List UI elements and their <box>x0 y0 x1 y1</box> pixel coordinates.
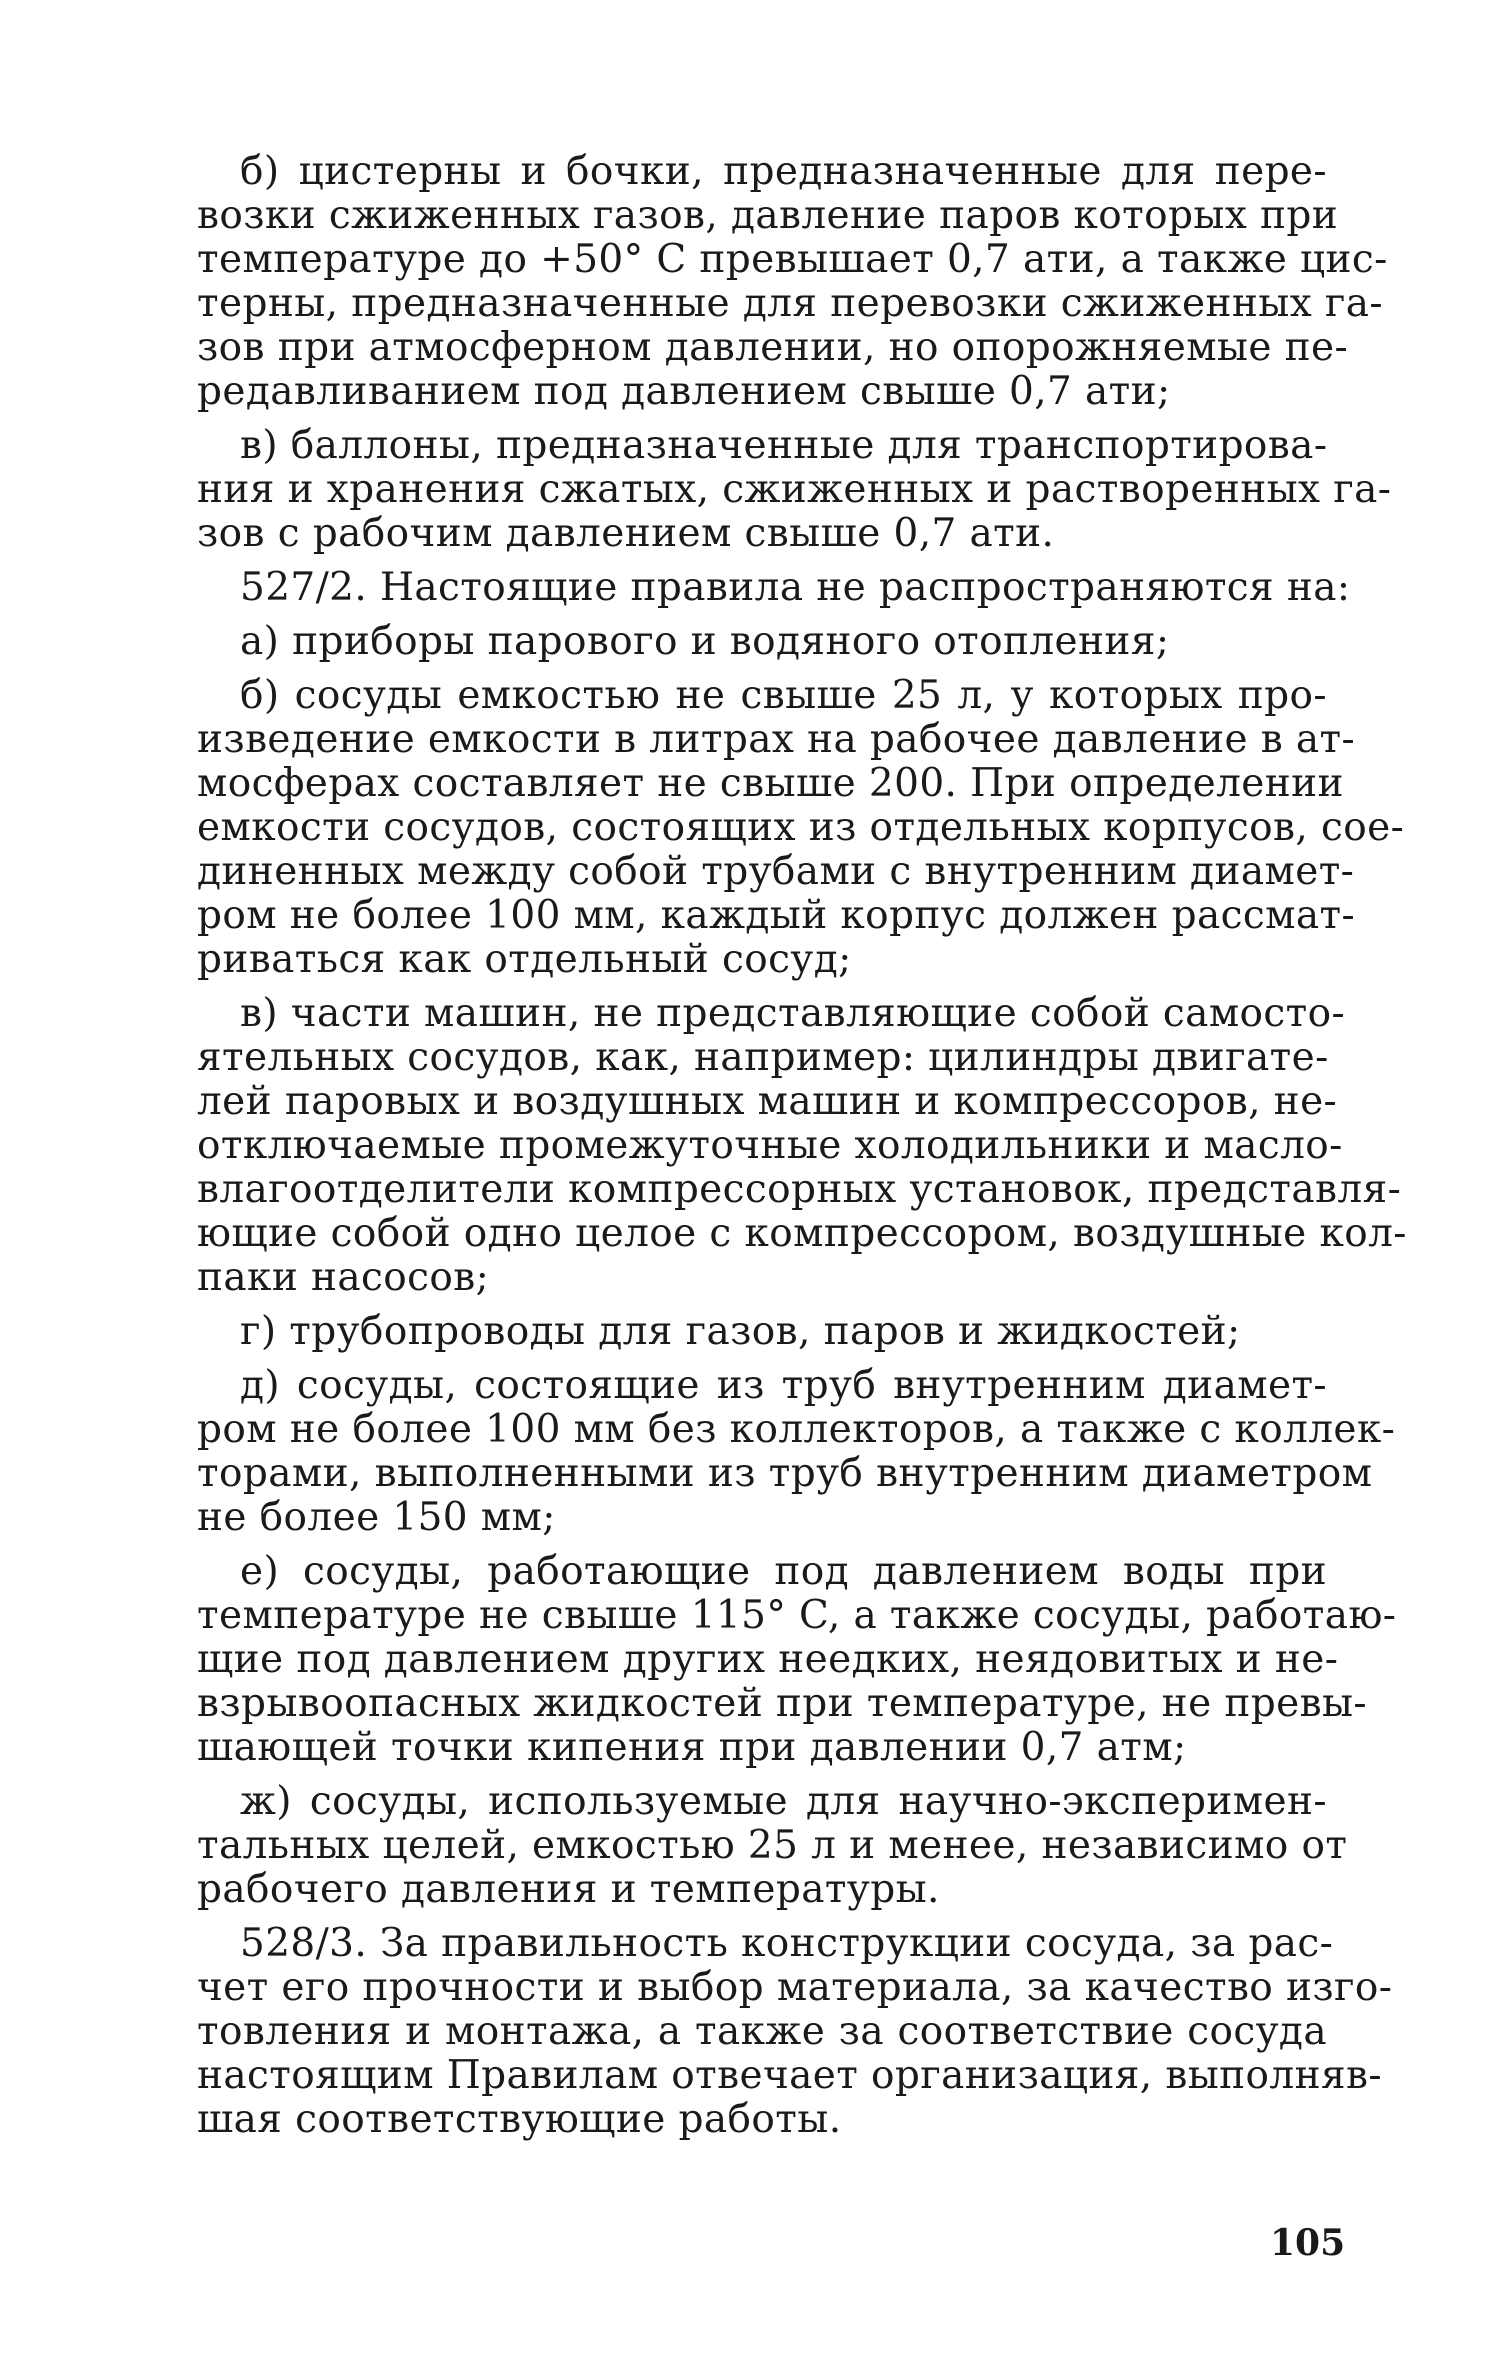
text-line: чет его прочности и выбор материала, за качество изго- <box>197 1965 1393 2010</box>
text-line: в) части машин, не представляющие собой самосто- <box>240 991 1346 1036</box>
text-line: г) трубопроводы для газов, паров и жидкостей; <box>240 1309 1241 1354</box>
text-line: мосферах составляет не свыше 200. При определении <box>197 761 1344 806</box>
text-line: ющие собой одно целое с компрессором, воздушные кол- <box>197 1211 1407 1256</box>
text-line: лей паровых и воздушных машин и компрессоров, не- <box>197 1079 1338 1124</box>
text-line: д) сосуды, состоящие из труб внутренним диамет- <box>240 1363 1327 1408</box>
text-line: б) цистерны и бочки, предназначенные для пере- <box>240 149 1327 194</box>
text-line: а) приборы парового и водяного отопления; <box>240 619 1170 664</box>
text-line: в) баллоны, предназначенные для транспортирова- <box>240 423 1328 468</box>
page-number: 105 <box>1270 2222 1346 2264</box>
text-line: риваться как отдельный сосуд; <box>197 937 852 982</box>
text-line: редавливанием под давлением свыше 0,7 ати; <box>197 369 1171 414</box>
text-line: ж) сосуды, используемые для научно-эксперимен- <box>240 1779 1327 1824</box>
text-line: 527/2. Настоящие правила не распространяются на: <box>240 565 1351 610</box>
text-line: ром не более 100 мм без коллекторов, а также с коллек- <box>197 1407 1396 1452</box>
text-line: е) сосуды, работающие под давлением воды при <box>240 1549 1327 1594</box>
text-line: не более 150 мм; <box>197 1495 556 1540</box>
text-line: б) сосуды емкостью не свыше 25 л, у которых про- <box>240 673 1327 718</box>
text-line: шая соответствующие работы. <box>197 2097 842 2142</box>
text-line: отключаемые промежуточные холодильники и масло- <box>197 1123 1343 1168</box>
text-line: ром не более 100 мм, каждый корпус должен рассмат- <box>197 893 1356 938</box>
text-line: температуре не свыше 115° C, а также сосуды, работаю- <box>197 1593 1397 1638</box>
text-line: тальных целей, емкостью 25 л и менее, независимо от <box>197 1823 1348 1868</box>
text-line: терны, предназначенные для перевозки сжиженных га- <box>197 281 1383 326</box>
text-line: возки сжиженных газов, давление паров которых при <box>197 193 1339 238</box>
text-line: диненных между собой трубами с внутренним диамет- <box>197 849 1355 894</box>
text-line: зов с рабочим давлением свыше 0,7 ати. <box>197 511 1055 556</box>
text-line: ятельных сосудов, как, например: цилиндры двигате- <box>197 1035 1329 1080</box>
text-line: влагоотделители компрессорных установок, представля- <box>197 1167 1402 1212</box>
text-line: шающей точки кипения при давлении 0,7 атм; <box>197 1725 1187 1770</box>
text-line: изведение емкости в литрах на рабочее давление в ат- <box>197 717 1356 762</box>
text-line: щие под давлением других неедких, неядовитых и не- <box>197 1637 1339 1682</box>
text-line: рабочего давления и температуры. <box>197 1867 940 1912</box>
text-line: настоящим Правилам отвечает организация, выполняв- <box>197 2053 1382 2098</box>
document-body <box>197 149 1407 2142</box>
text-line: 528/3. За правильность конструкции сосуда, за рас- <box>240 1921 1334 1966</box>
text-line: взрывоопасных жидкостей при температуре, не превы- <box>197 1681 1367 1726</box>
text-line: ния и хранения сжатых, сжиженных и растворенных га- <box>197 467 1392 512</box>
text-line: емкости сосудов, состоящих из отдельных корпусов, сое- <box>197 805 1405 850</box>
text-line: зов при атмосферном давлении, но опорожняемые пе- <box>197 325 1349 370</box>
text-line: торами, выполненными из труб внутренним диаметром <box>197 1451 1373 1496</box>
text-line: температуре до +50° C превышает 0,7 ати, а также цис- <box>197 237 1388 282</box>
text-line: паки насосов; <box>197 1255 490 1300</box>
text-line: товления и монтажа, а также за соответствие сосуда <box>197 2009 1327 2054</box>
